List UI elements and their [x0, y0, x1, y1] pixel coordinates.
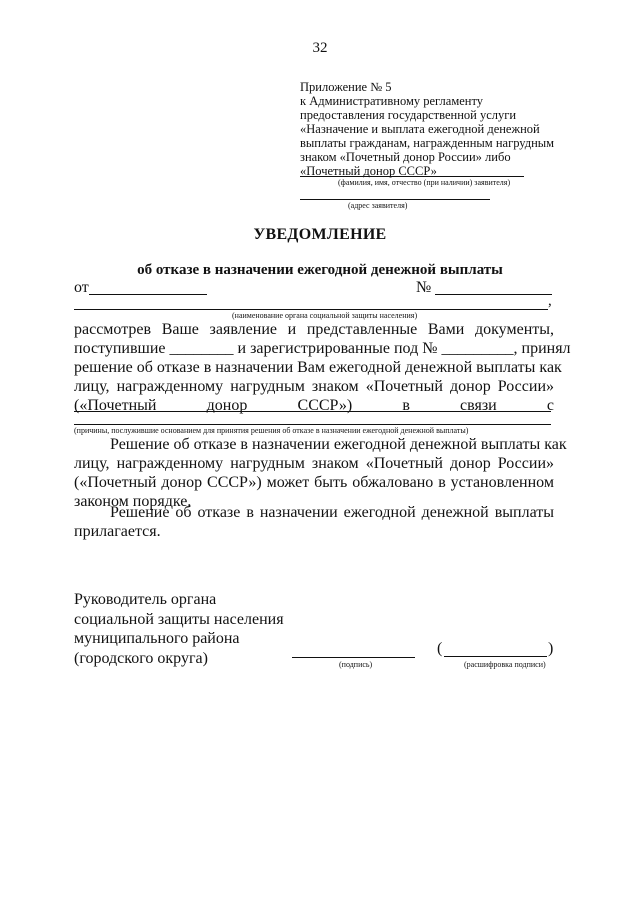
appendix-line: «Почетный донор СССР»: [300, 164, 437, 178]
paragraph-row: решение об отказе в назначении Вам ежегодной денежной выплаты как: [74, 359, 562, 376]
appendix-line: «Назначение и выплата ежегодной денежной: [300, 122, 540, 136]
paragraph-row: Решение об отказе в назначении ежегодной денежной выплаты как: [110, 436, 567, 453]
organ-comma: ,: [548, 293, 552, 309]
decision-paragraph: [74, 320, 571, 415]
appeal-paragraph: [74, 435, 567, 511]
paragraph-row: («Почетный донор СССР») может быть обжаловано в установленном: [74, 474, 554, 491]
organ-line: [74, 309, 548, 310]
appendix-header: [300, 80, 560, 178]
applicant-name-line: [300, 176, 524, 177]
document-title: УВЕДОМЛЕНИЕ: [253, 226, 387, 243]
signature-line: [292, 657, 415, 658]
appendix-line: Приложение № 5: [300, 80, 392, 94]
organ-caption: (наименование органа социальной защиты населения): [232, 311, 418, 320]
attached-paragraph: [74, 503, 554, 541]
date-line: [89, 294, 207, 295]
paragraph-row: рассмотрев Ваше заявление и представленные Вами документы,: [74, 321, 554, 338]
page-number: 32: [312, 40, 328, 56]
signatory-line: муниципального района: [74, 630, 240, 647]
reasons-caption: (причины, послужившие основанием для принятия решения об отказе в назначении ежегодной денежной выплаты): [74, 426, 469, 435]
signatory-line: Руководитель органа: [74, 591, 217, 608]
document-subtitle: об отказе в назначении ежегодной денежной выплаты: [137, 262, 503, 278]
paragraph-row: законом порядке.: [74, 493, 192, 510]
paragraph-row: поступившие ________ и зарегистрированные под № _________, принял: [74, 340, 571, 357]
decoding-line: [444, 656, 547, 657]
signatory-line: социальной защиты населения: [74, 610, 284, 628]
signatory-block: [74, 590, 284, 668]
reasons-line-1: [74, 411, 551, 412]
paragraph-row: Решение об отказе в назначении ежегодной денежной выплаты: [110, 504, 554, 521]
paragraph-row: лицу, награжденному нагрудным знаком «Почетный донор России»: [74, 378, 554, 395]
decoding-close-paren: ): [548, 640, 554, 657]
appendix-line: к Административному регламенту: [300, 94, 484, 108]
appendix-line: выплаты гражданам, награжденным нагрудным: [300, 136, 555, 150]
decoding-caption: (расшифровка подписи): [464, 660, 546, 669]
decoding-open-paren: (: [437, 640, 443, 657]
number-label: №: [416, 279, 432, 296]
applicant-address-caption: (адрес заявителя): [348, 201, 408, 210]
signature-caption: (подпись): [339, 660, 373, 669]
signatory-line: (городского округа): [74, 649, 208, 667]
applicant-name-caption: (фамилия, имя, отчество (при наличии) заявителя): [338, 178, 511, 187]
paragraph-row: прилагается.: [74, 523, 161, 540]
applicant-address-line: [300, 199, 490, 200]
number-line: [435, 294, 552, 295]
paragraph-row: («Почетный донор СССР») в связи с: [74, 397, 554, 414]
reasons-line-2: [74, 424, 551, 425]
paragraph-row: лицу, награжденному нагрудным знаком «Почетный донор России»: [74, 455, 554, 472]
appendix-line: знаком «Почетный донор России» либо: [300, 150, 511, 164]
from-label: от: [74, 279, 89, 296]
appendix-line: предоставления государственной услуги: [300, 108, 517, 122]
